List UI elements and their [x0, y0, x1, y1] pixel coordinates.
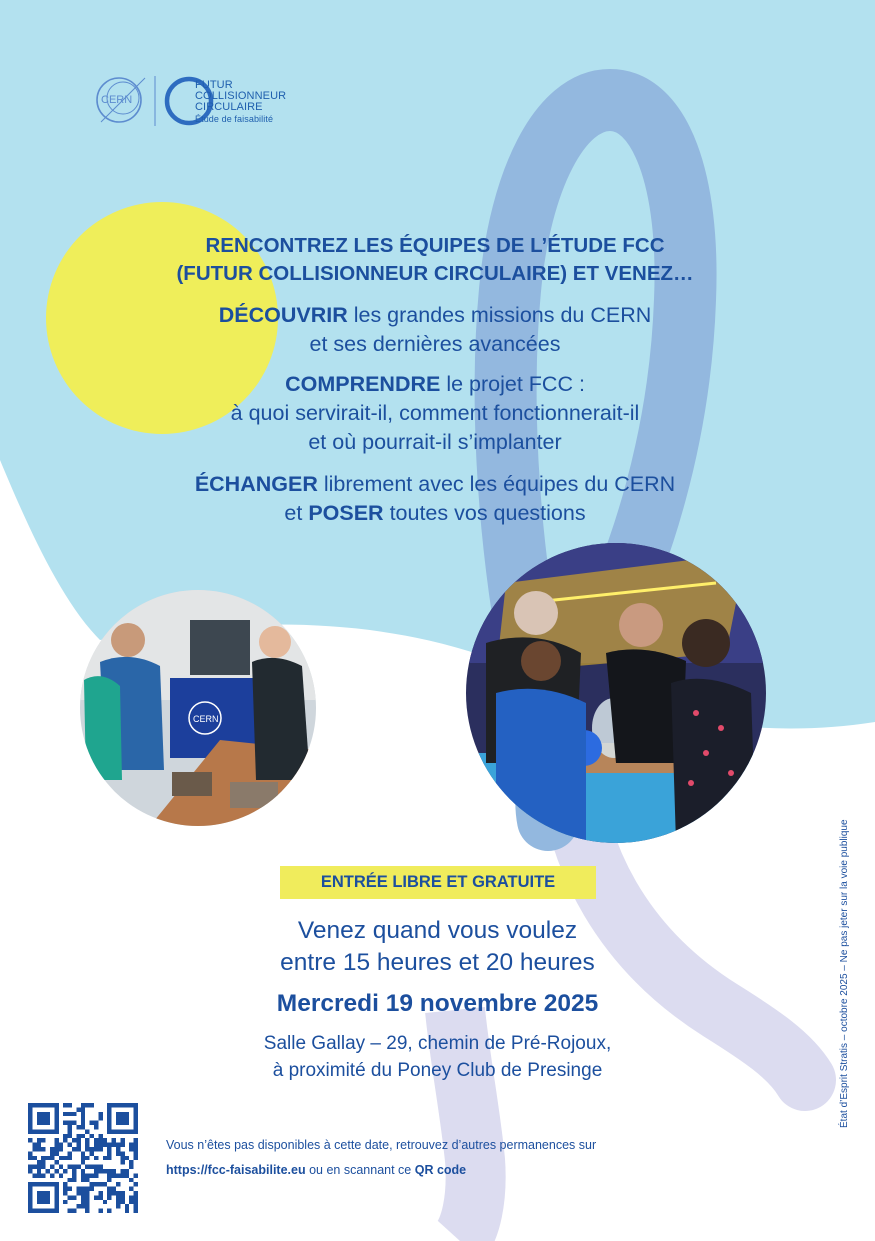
schedule-line-2: entre 15 heures et 20 heures: [280, 949, 595, 976]
event-date: Mercredi 19 novembre 2025: [276, 990, 599, 1017]
decouvrir-keyword: DÉCOUVRIR: [218, 303, 348, 327]
logo-line-3: CIRCULAIRE: [195, 101, 263, 113]
decouvrir-text: les grandes missions du CERN: [347, 303, 652, 327]
logo-line-1: FUTUR: [195, 79, 233, 91]
photo-left: [80, 590, 316, 826]
decouvrir-line-2: et ses dernières avancées: [309, 332, 561, 356]
decouvrir-block: [100, 301, 770, 359]
footer-line-2: [166, 1163, 466, 1177]
headline: [100, 232, 770, 288]
photo-cern-label: CERN: [193, 714, 219, 724]
headline-line-2: (FUTUR COLLISIONNEUR CIRCULAIRE) ET VENEZ…: [176, 262, 694, 285]
echanger-keyword: ÉCHANGER: [194, 472, 318, 496]
footer-middle: ou en scannant ce: [305, 1163, 415, 1177]
fcc-logo-text: [195, 80, 286, 125]
headline-line-1: RENCONTREZ LES ÉQUIPES DE L’ÉTUDE FCC: [205, 234, 665, 257]
photo-right: [466, 543, 766, 843]
venue-line-1: Salle Gallay – 29, chemin de Pré-Rojoux,: [263, 1033, 612, 1054]
echanger-block: [100, 470, 770, 528]
venue-line-2: à proximité du Poney Club de Presinge: [272, 1060, 603, 1081]
footer-url-link[interactable]: https://fcc-faisabilite.eu: [166, 1163, 306, 1177]
footer-line-1: Vous n’êtes pas disponibles à cette date, retrouvez d’autres permanences sur: [166, 1138, 597, 1152]
echanger-prefix: et: [284, 501, 309, 525]
venue-block: [150, 1030, 725, 1084]
comprendre-line-2: à quoi servirait-il, comment fonctionnerait-il: [230, 401, 640, 425]
logo-line-4: Étude de faisabilité: [195, 114, 274, 124]
cern-logo-label: CERN: [101, 94, 133, 106]
echanger-text: librement avec les équipes du CERN: [317, 472, 676, 496]
comprendre-block: [100, 370, 770, 457]
side-print-note: État d’Esprit Stratis – octobre 2025 – Ne pas jeter sur la voie publique: [839, 819, 850, 1128]
comprendre-keyword: COMPRENDRE: [285, 372, 441, 396]
comprendre-line-3: et où pourrait-il s’implanter: [308, 430, 562, 454]
free-entry-badge: ENTRÉE LIBRE ET GRATUITE: [280, 866, 596, 899]
comprendre-text: le projet FCC :: [440, 372, 585, 396]
echanger-suffix: toutes vos questions: [383, 501, 586, 525]
logo-line-2: COLLISIONNEUR: [195, 90, 287, 102]
schedule-line-1: Venez quand vous voulez: [297, 917, 578, 944]
footer-qr-label: QR code: [414, 1163, 467, 1177]
qr-code-icon[interactable]: [28, 1103, 138, 1213]
poser-keyword: POSER: [308, 501, 384, 525]
schedule-block: [150, 915, 725, 979]
